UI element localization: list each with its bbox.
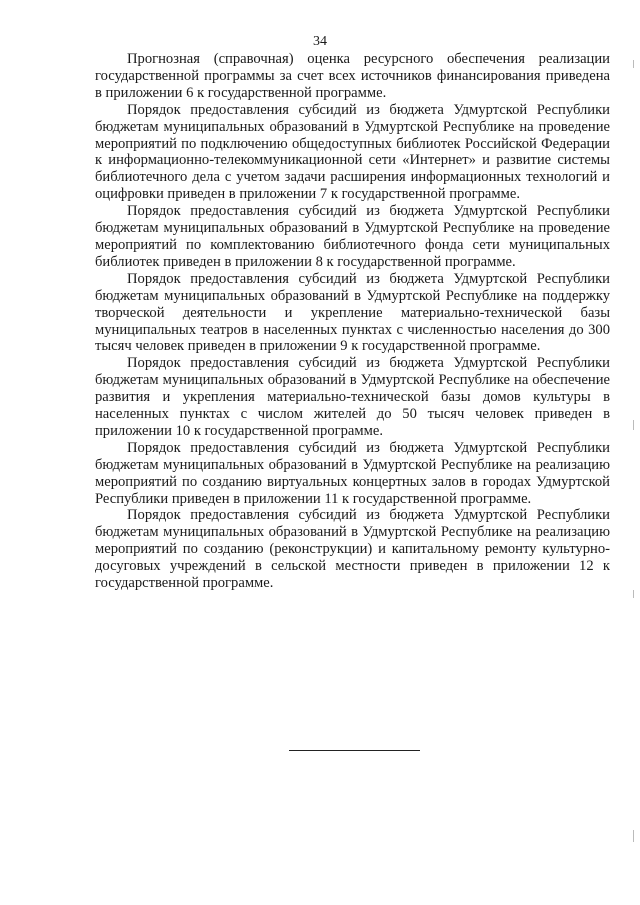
- scan-edge-mark: [633, 590, 634, 598]
- body-text: [95, 51, 610, 592]
- scan-edge-mark: [633, 830, 634, 842]
- page-number: 34: [313, 34, 327, 49]
- paragraph-appendix-10: Порядок предоставления субсидий из бюджета Удмуртской Республики бюджетам муниципальных образований в Удмуртской Республике на обеспечение развития и укрепления материально-технической базы домов культуры в населенных пунктах с числом жителей до 50 тысяч человек приведен в приложении 10 к государственной программе.: [95, 355, 610, 439]
- closing-divider-line: [289, 750, 420, 751]
- paragraph-appendix-11: Порядок предоставления субсидий из бюджета Удмуртской Республики бюджетам муниципальных образований в Удмуртской Республике на реализацию мероприятий по созданию виртуальных концертных залов в городах Удмуртской Республики приведен в приложении 11 к государственной программе.: [95, 439, 610, 507]
- paragraph-resource-estimate: Прогнозная (справочная) оценка ресурсного обеспечения реализации государственной программы за счет всех источников финансирования приведена в приложении 6 к государственной программе.: [95, 51, 610, 101]
- paragraph-appendix-9: Порядок предоставления субсидий из бюджета Удмуртской Республики бюджетам муниципальных образований в Удмуртской Республике на поддержку творческой деятельности и укрепление материально-технической базы муниципальных театров в населенных пунктах с численностью населения до 300 тысяч человек приведен в приложении 9 к государственной программе.: [95, 270, 610, 355]
- scan-edge-mark: [633, 420, 634, 430]
- scan-edge-mark: [633, 60, 634, 68]
- paragraph-appendix-12: Порядок предоставления субсидий из бюджета Удмуртской Республики бюджетам муниципальных образований в Удмуртской Республике на реализацию мероприятий по созданию (реконструкции) и капитальному ремонту культурно-досуговых учреждений в сельской местности приведен в приложении 12 к государственной программе.: [95, 507, 610, 592]
- paragraph-appendix-8: Порядок предоставления субсидий из бюджета Удмуртской Республики бюджетам муниципальных образований в Удмуртской Республике на проведение мероприятий по комплектованию библиотечного фонда сети муниципальных библиотек приведен в приложении 8 к государственной программе.: [95, 203, 610, 270]
- paragraph-appendix-7: Порядок предоставления субсидий из бюджета Удмуртской Республики бюджетам муниципальных образований в Удмуртской Республике на проведение мероприятий по подключению общедоступных библиотек Российской Федерации к информационно-телекоммуникационной сети «Интернет» и развитие системы библиотечного дела с учетом задачи расширения информационных технологий и оцифровки приведен в приложении 7 к государственной программе.: [95, 101, 610, 203]
